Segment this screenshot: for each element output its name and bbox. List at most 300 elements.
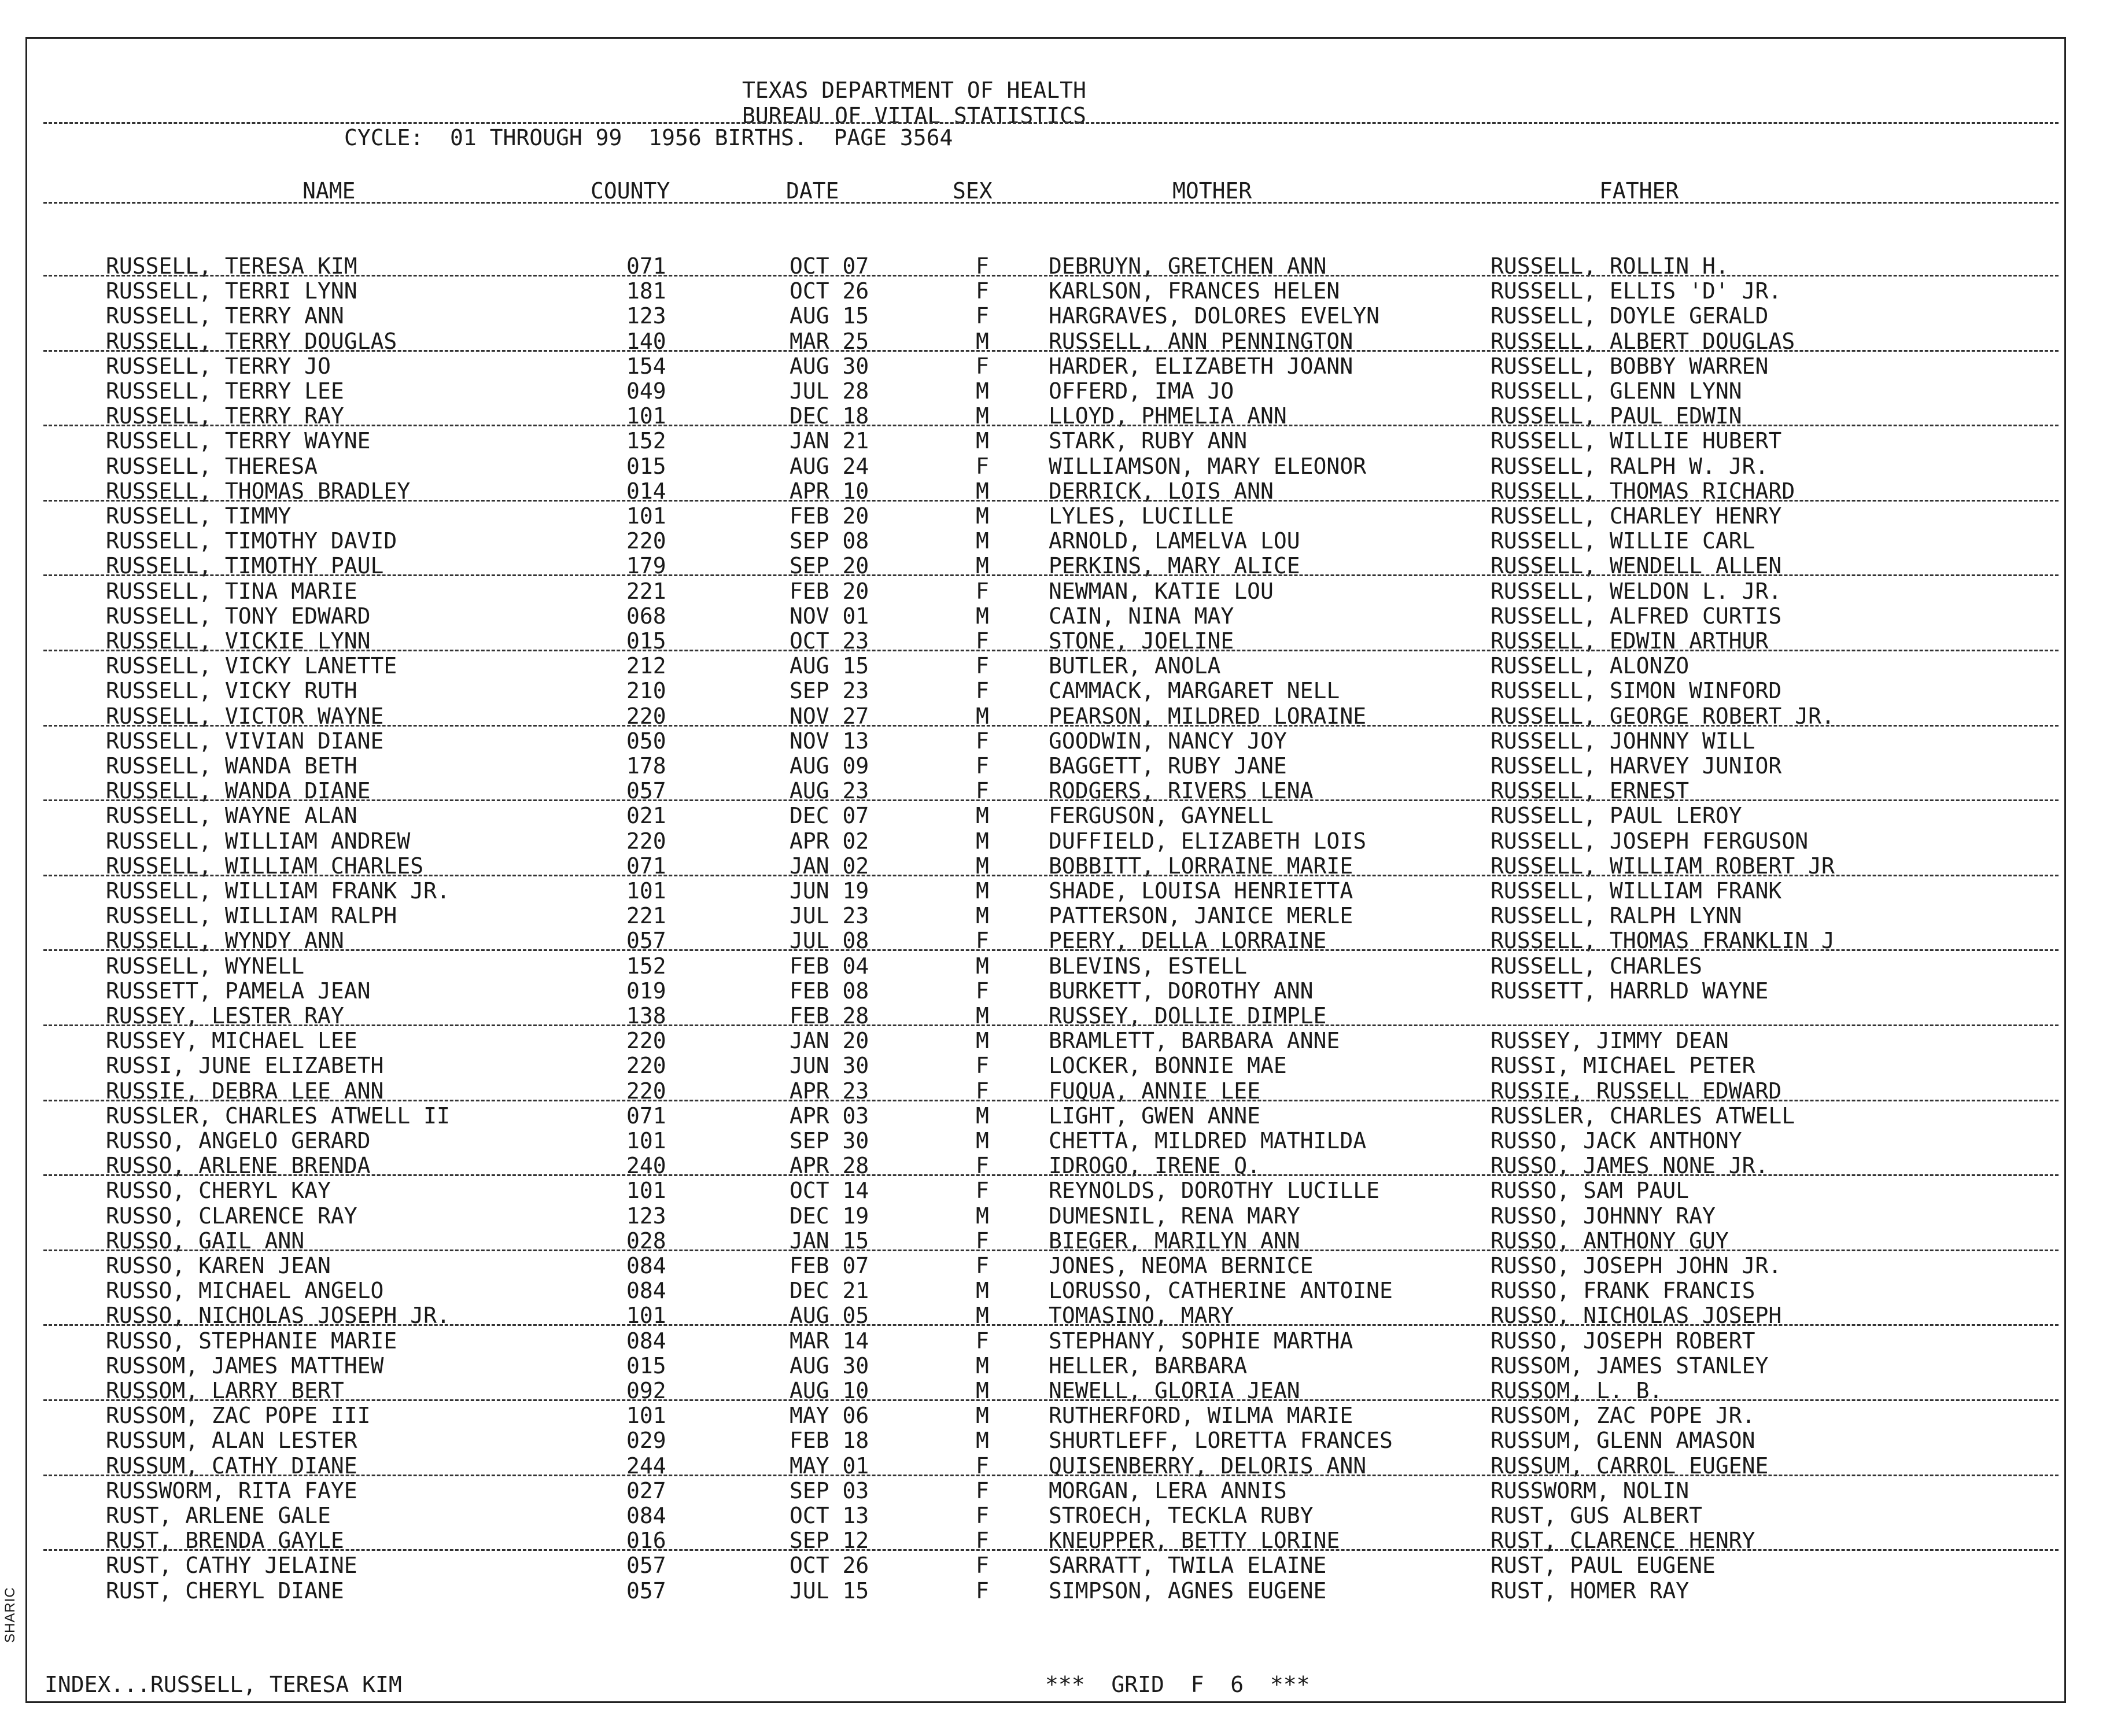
record-county: 016 xyxy=(626,1528,666,1554)
record-father: RUSSO, JACK ANTHONY xyxy=(1491,1128,1742,1153)
record-mother: BRAMLETT, BARBARA ANNE xyxy=(1049,1028,1340,1054)
record-county: 221 xyxy=(626,903,666,929)
column-header-sex: SEX xyxy=(953,178,993,204)
record-mother: KNEUPPER, BETTY LORINE xyxy=(1049,1528,1340,1554)
record-date: MAR 14 xyxy=(790,1328,869,1354)
record-county: 101 xyxy=(626,503,666,529)
record-mother: LORUSSO, CATHERINE ANTOINE xyxy=(1049,1278,1393,1304)
divider-line xyxy=(43,1100,2059,1101)
record-father: RUSSELL, RALPH LYNN xyxy=(1491,903,1742,929)
record-mother: BAGGETT, RUBY JANE xyxy=(1049,753,1287,779)
record-date: NOV 01 xyxy=(790,603,869,629)
record-name: RUSSLER, CHARLES ATWELL II xyxy=(106,1103,450,1129)
divider-line xyxy=(43,1399,2059,1401)
record-name: RUSSELL, THERESA xyxy=(106,453,318,479)
record-sex: M xyxy=(976,803,989,829)
record-father: RUSSO, NICHOLAS JOSEPH xyxy=(1491,1303,1782,1329)
column-header-father: FATHER xyxy=(1599,178,1679,204)
record-date: AUG 24 xyxy=(790,453,869,479)
record-date: OCT 26 xyxy=(790,278,869,304)
divider-line xyxy=(43,875,2059,876)
record-name: RUSSELL, TIMMY xyxy=(106,503,292,529)
record-county: 220 xyxy=(626,1028,666,1054)
record-date: SEP 30 xyxy=(790,1128,869,1153)
record-date: DEC 19 xyxy=(790,1203,869,1229)
record-sex: M xyxy=(976,828,989,854)
record-date: AUG 23 xyxy=(790,778,869,804)
record-row xyxy=(27,905,2064,930)
footer-index: INDEX...RUSSELL, TERESA KIM xyxy=(45,1672,402,1697)
record-mother: HELLER, BARBARA xyxy=(1049,1352,1248,1379)
record-sex: M xyxy=(976,1378,989,1403)
record-county: 084 xyxy=(626,1278,666,1304)
record-county: 181 xyxy=(626,278,666,304)
record-date: JAN 15 xyxy=(790,1228,869,1254)
record-row xyxy=(27,1180,2064,1204)
record-mother: RUTHERFORD, WILMA MARIE xyxy=(1049,1403,1353,1429)
record-date: FEB 04 xyxy=(790,953,869,979)
record-row xyxy=(27,280,2064,305)
column-header-name: NAME xyxy=(303,178,356,204)
record-mother: DUFFIELD, ELIZABETH LOIS xyxy=(1049,828,1367,854)
record-date: SEP 08 xyxy=(790,528,869,554)
record-date: OCT 23 xyxy=(790,628,869,654)
record-name: RUSSELL, TERRY RAY xyxy=(106,403,344,429)
record-sex: M xyxy=(976,603,989,629)
record-sex: F xyxy=(976,653,989,679)
record-row xyxy=(27,1477,2064,1505)
record-county: 210 xyxy=(626,678,666,704)
header-department: TEXAS DEPARTMENT OF HEALTH xyxy=(742,78,1086,103)
record-name: RUSSOM, LARRY BERT xyxy=(106,1378,344,1403)
record-sex: M xyxy=(976,853,989,879)
record-father: RUSSELL, JOSEPH FERGUSON xyxy=(1491,828,1809,854)
record-row xyxy=(27,980,2064,1005)
record-county: 221 xyxy=(626,578,666,604)
record-sex: M xyxy=(976,1128,989,1153)
record-mother: STEPHANY, SOPHIE MARTHA xyxy=(1049,1328,1353,1354)
record-father: RUSSO, JOSEPH JOHN JR. xyxy=(1491,1253,1782,1278)
record-date: JUL 08 xyxy=(790,928,869,954)
record-date: JUN 30 xyxy=(790,1053,869,1079)
record-father: RUSSELL, HARVEY JUNIOR xyxy=(1491,753,1782,779)
record-father: RUSSO, ANTHONY GUY xyxy=(1491,1228,1729,1254)
record-county: 084 xyxy=(626,1328,666,1354)
record-father: RUST, PAUL EUGENE xyxy=(1491,1553,1716,1579)
record-sex: F xyxy=(976,928,989,954)
record-father: RUSSETT, HARRLD WAYNE xyxy=(1491,978,1769,1004)
record-mother: BIEGER, MARILYN ANN xyxy=(1049,1228,1300,1254)
record-father: RUSSELL, ALONZO xyxy=(1491,653,1690,679)
record-row xyxy=(27,1105,2064,1130)
record-mother: REYNOLDS, DOROTHY LUCILLE xyxy=(1049,1178,1379,1204)
record-date: MAR 25 xyxy=(790,328,869,354)
record-sex: M xyxy=(976,478,989,504)
record-name: RUSSELL, WANDA DIANE xyxy=(106,778,371,804)
column-header-mother: MOTHER xyxy=(1172,178,1252,204)
record-name: RUSSOM, JAMES MATTHEW xyxy=(106,1352,384,1379)
record-county: 220 xyxy=(626,703,666,729)
record-father: RUSSELL, GLENN LYNN xyxy=(1491,378,1742,404)
record-date: FEB 28 xyxy=(790,1003,869,1029)
record-date: JAN 02 xyxy=(790,853,869,879)
record-sex: M xyxy=(976,878,989,904)
record-sex: F xyxy=(976,453,989,479)
record-mother: NEWMAN, KATIE LOU xyxy=(1049,578,1274,604)
record-date: FEB 08 xyxy=(790,978,869,1004)
record-county: 212 xyxy=(626,653,666,679)
record-county: 057 xyxy=(626,928,666,954)
record-sex: F xyxy=(976,1477,989,1503)
record-mother: LIGHT, GWEN ANNE xyxy=(1049,1103,1261,1129)
record-row xyxy=(27,730,2064,755)
record-sex: M xyxy=(976,903,989,929)
record-mother: WILLIAMSON, MARY ELEONOR xyxy=(1049,453,1367,479)
record-row xyxy=(27,655,2064,680)
record-father: RUSSI, MICHAEL PETER xyxy=(1491,1053,1755,1079)
record-sex: M xyxy=(976,1203,989,1229)
record-name: RUSSELL, TERRY JO xyxy=(106,353,331,379)
record-county: 220 xyxy=(626,1053,666,1079)
record-father: RUSSEY, JIMMY DEAN xyxy=(1491,1028,1729,1054)
record-mother: OFFERD, IMA JO xyxy=(1049,378,1234,404)
record-county: 101 xyxy=(626,1178,666,1204)
record-date: JAN 21 xyxy=(790,428,869,454)
side-mark: SHARIC xyxy=(2,1587,18,1643)
record-name: RUSSELL, TERRY LEE xyxy=(106,378,344,404)
record-name: RUSSELL, TONY EDWARD xyxy=(106,603,371,629)
record-name: RUSSO, ARLENE BRENDA xyxy=(106,1153,371,1179)
record-county: 057 xyxy=(626,1577,666,1604)
record-father: RUSSELL, PAUL EDWIN xyxy=(1491,403,1742,429)
record-county: 220 xyxy=(626,828,666,854)
record-county: 015 xyxy=(626,628,666,654)
record-mother: HARDER, ELIZABETH JOANN xyxy=(1049,353,1353,379)
record-row xyxy=(27,1429,2064,1454)
record-name: RUSSELL, WYNELL xyxy=(106,953,305,979)
record-father: RUSSELL, THOMAS RICHARD xyxy=(1491,478,1795,504)
record-name: RUSSO, GAIL ANN xyxy=(106,1228,305,1254)
record-name: RUSSELL, TERRI LYNN xyxy=(106,278,357,304)
record-county: 152 xyxy=(626,953,666,979)
record-mother: RUSSELL, ANN PENNINGTON xyxy=(1049,328,1353,354)
record-name: RUSSELL, WILLIAM CHARLES xyxy=(106,853,424,879)
record-county: 084 xyxy=(626,1253,666,1278)
record-sex: F xyxy=(976,278,989,304)
record-name: RUST, CATHY JELAINE xyxy=(106,1553,357,1579)
divider-line xyxy=(43,1250,2059,1251)
divider-line xyxy=(43,949,2059,951)
record-date: AUG 10 xyxy=(790,1378,869,1403)
record-name: RUSSELL, VICKY LANETTE xyxy=(106,653,397,679)
divider-line xyxy=(43,1174,2059,1176)
record-father: RUSSELL, WILLIE CARL xyxy=(1491,528,1755,554)
record-county: 101 xyxy=(626,878,666,904)
record-mother: PATTERSON, JANICE MERLE xyxy=(1049,903,1353,929)
record-row xyxy=(27,305,2064,330)
record-father: RUSSELL, JOHNNY WILL xyxy=(1491,728,1755,754)
record-mother: IDROGO, IRENE Q. xyxy=(1049,1153,1261,1179)
record-name: RUSSELL, WILLIAM RALPH xyxy=(106,903,397,929)
record-sex: M xyxy=(976,1028,989,1054)
record-county: 084 xyxy=(626,1503,666,1528)
record-date: DEC 21 xyxy=(790,1278,869,1304)
record-date: AUG 05 xyxy=(790,1303,869,1329)
record-county: 071 xyxy=(626,1103,666,1129)
record-county: 071 xyxy=(626,853,666,879)
divider-line xyxy=(43,1324,2059,1326)
record-date: OCT 07 xyxy=(790,253,869,279)
header-cycle: CYCLE: 01 THROUGH 99 1956 BIRTHS. PAGE 3564 xyxy=(344,125,953,150)
record-mother: STONE, JOELINE xyxy=(1049,628,1234,654)
record-sex: F xyxy=(976,1453,989,1479)
record-date: FEB 20 xyxy=(790,578,869,604)
record-father: RUSSUM, GLENN AMASON xyxy=(1491,1428,1755,1454)
record-county: 101 xyxy=(626,1403,666,1429)
record-father: RUSSELL, WILLIAM FRANK xyxy=(1491,878,1782,904)
record-date: AUG 30 xyxy=(790,1352,869,1379)
record-mother: CHETTA, MILDRED MATHILDA xyxy=(1049,1128,1367,1153)
record-row xyxy=(27,605,2064,630)
column-header-date: DATE xyxy=(786,178,839,204)
record-sex: M xyxy=(976,528,989,554)
record-sex: M xyxy=(976,1352,989,1379)
record-row xyxy=(27,1330,2064,1355)
record-father: RUSSOM, JAMES STANLEY xyxy=(1491,1352,1769,1379)
record-date: APR 02 xyxy=(790,828,869,854)
record-sex: F xyxy=(976,1153,989,1179)
record-mother: DEBRUYN, GRETCHEN ANN xyxy=(1049,253,1327,279)
record-mother: STROECH, TECKLA RUBY xyxy=(1049,1503,1314,1528)
record-date: DEC 07 xyxy=(790,803,869,829)
record-date: FEB 18 xyxy=(790,1428,869,1454)
record-name: RUSSETT, PAMELA JEAN xyxy=(106,978,371,1004)
record-county: 244 xyxy=(626,1453,666,1479)
record-date: APR 23 xyxy=(790,1078,869,1104)
record-mother: JONES, NEOMA BERNICE xyxy=(1049,1253,1314,1278)
record-mother: SIMPSON, AGNES EUGENE xyxy=(1049,1577,1327,1604)
record-date: OCT 26 xyxy=(790,1553,869,1579)
record-row xyxy=(27,1205,2064,1230)
record-date: AUG 15 xyxy=(790,303,869,329)
record-father: RUSSELL, CHARLEY HENRY xyxy=(1491,503,1782,529)
record-sex: F xyxy=(976,578,989,604)
record-name: RUSSELL, VIVIAN DIANE xyxy=(106,728,384,754)
record-mother: CAIN, NINA MAY xyxy=(1049,603,1234,629)
record-county: 152 xyxy=(626,428,666,454)
record-sex: F xyxy=(976,1577,989,1604)
record-row xyxy=(27,355,2064,380)
record-date: MAY 06 xyxy=(790,1403,869,1429)
record-row xyxy=(27,1505,2064,1529)
record-date: SEP 23 xyxy=(790,678,869,704)
record-county: 049 xyxy=(626,378,666,404)
record-name: RUSSO, MICHAEL ANGELO xyxy=(106,1278,384,1304)
record-mother: HARGRAVES, DOLORES EVELYN xyxy=(1049,303,1379,329)
record-row xyxy=(27,755,2064,780)
record-date: MAY 01 xyxy=(790,1453,869,1479)
record-row xyxy=(27,1554,2064,1579)
record-name: RUSSELL, TERRY ANN xyxy=(106,303,344,329)
record-sex: F xyxy=(976,1078,989,1104)
record-date: FEB 20 xyxy=(790,503,869,529)
record-name: RUSSELL, TERESA KIM xyxy=(106,253,357,279)
record-sex: M xyxy=(976,328,989,354)
header-bureau: BUREAU OF VITAL STATISTICS xyxy=(742,103,1086,128)
record-father: RUSSELL, DOYLE GERALD xyxy=(1491,303,1769,329)
record-father: RUSSELL, GEORGE ROBERT JR. xyxy=(1491,703,1835,729)
record-sex: F xyxy=(976,253,989,279)
record-sex: F xyxy=(976,978,989,1004)
record-father: RUSSWORM, NOLIN xyxy=(1491,1477,1690,1503)
record-father: RUSSELL, ALBERT DOUGLAS xyxy=(1491,328,1795,354)
record-mother: GOODWIN, NANCY JOY xyxy=(1049,728,1287,754)
record-name: RUSSELL, WAYNE ALAN xyxy=(106,803,357,829)
record-row xyxy=(27,1405,2064,1429)
record-date: SEP 03 xyxy=(790,1477,869,1503)
record-sex: F xyxy=(976,1178,989,1204)
record-mother: DERRICK, LOIS ANN xyxy=(1049,478,1274,504)
record-date: AUG 09 xyxy=(790,753,869,779)
record-sex: F xyxy=(976,778,989,804)
record-sex: M xyxy=(976,428,989,454)
record-mother: SHURTLEFF, LORETTA FRANCES xyxy=(1049,1428,1393,1454)
record-father: RUSSO, JOHNNY RAY xyxy=(1491,1203,1716,1229)
record-date: SEP 12 xyxy=(790,1528,869,1554)
record-row xyxy=(27,530,2064,555)
record-father: RUSSO, JOSEPH ROBERT xyxy=(1491,1328,1755,1354)
record-date: JUL 28 xyxy=(790,378,869,404)
record-date: NOV 27 xyxy=(790,703,869,729)
record-mother: STARK, RUBY ANN xyxy=(1049,428,1248,454)
record-mother: CAMMACK, MARGARET NELL xyxy=(1049,678,1340,704)
record-county: 068 xyxy=(626,603,666,629)
record-mother: QUISENBERRY, DELORIS ANN xyxy=(1049,1453,1367,1479)
record-sex: M xyxy=(976,1428,989,1454)
record-county: 220 xyxy=(626,528,666,554)
record-father: RUSSELL, ERNEST xyxy=(1491,778,1690,804)
record-row xyxy=(27,955,2064,980)
record-county: 240 xyxy=(626,1153,666,1179)
record-sex: F xyxy=(976,1553,989,1579)
record-father: RUSSELL, ELLIS 'D' JR. xyxy=(1491,278,1782,304)
record-sex: M xyxy=(976,1003,989,1029)
record-row xyxy=(27,830,2064,855)
record-sex: M xyxy=(976,703,989,729)
record-county: 101 xyxy=(626,1128,666,1153)
record-sex: M xyxy=(976,1403,989,1429)
record-date: APR 03 xyxy=(790,1103,869,1129)
record-mother: PEARSON, MILDRED LORAINE xyxy=(1049,703,1367,729)
record-sex: F xyxy=(976,353,989,379)
record-county: 123 xyxy=(626,1203,666,1229)
record-date: AUG 15 xyxy=(790,653,869,679)
record-name: RUSSO, KAREN JEAN xyxy=(106,1253,331,1278)
record-mother: RODGERS, RIVERS LENA xyxy=(1049,778,1314,804)
record-name: RUSSELL, TIMOTHY DAVID xyxy=(106,528,397,554)
divider-line xyxy=(43,122,2059,124)
record-mother: LLOYD, PHMELIA ANN xyxy=(1049,403,1287,429)
record-row xyxy=(27,1055,2064,1079)
record-father: RUSSIE, RUSSELL EDWARD xyxy=(1491,1078,1782,1104)
record-sex: F xyxy=(976,753,989,779)
record-date: APR 10 xyxy=(790,478,869,504)
record-name: RUSSELL, THOMAS BRADLEY xyxy=(106,478,411,504)
record-county: 178 xyxy=(626,753,666,779)
record-county: 021 xyxy=(626,803,666,829)
record-father: RUSSELL, RALPH W. JR. xyxy=(1491,453,1769,479)
record-father: RUSSLER, CHARLES ATWELL xyxy=(1491,1103,1795,1129)
record-sex: F xyxy=(976,1503,989,1528)
record-date: SEP 20 xyxy=(790,553,869,579)
record-county: 014 xyxy=(626,478,666,504)
record-mother: LOCKER, BONNIE MAE xyxy=(1049,1053,1287,1079)
record-name: RUSSELL, TERRY DOUGLAS xyxy=(106,328,397,354)
record-name: RUST, ARLENE GALE xyxy=(106,1503,331,1528)
record-row xyxy=(27,1577,2064,1605)
record-sex: F xyxy=(976,1528,989,1554)
record-sex: M xyxy=(976,403,989,429)
record-county: 028 xyxy=(626,1228,666,1254)
record-row xyxy=(27,1030,2064,1055)
record-mother: SHADE, LOUISA HENRIETTA xyxy=(1049,878,1353,904)
record-father: RUSSOM, L. B. xyxy=(1491,1378,1663,1403)
record-row xyxy=(27,505,2064,530)
record-name: RUSSELL, VICTOR WAYNE xyxy=(106,703,384,729)
record-name: RUSSIE, DEBRA LEE ANN xyxy=(106,1078,384,1104)
record-county: 019 xyxy=(626,978,666,1004)
record-sex: M xyxy=(976,378,989,404)
record-sex: F xyxy=(976,1253,989,1278)
record-date: OCT 13 xyxy=(790,1503,869,1528)
record-county: 015 xyxy=(626,453,666,479)
record-date: FEB 07 xyxy=(790,1253,869,1278)
record-row xyxy=(27,1130,2064,1155)
record-county: 140 xyxy=(626,328,666,354)
record-name: RUSSOM, ZAC POPE III xyxy=(106,1403,371,1429)
record-date: JUN 19 xyxy=(790,878,869,904)
record-county: 179 xyxy=(626,553,666,579)
record-sex: M xyxy=(976,503,989,529)
record-father: RUSSELL, EDWIN ARTHUR xyxy=(1491,628,1769,654)
record-mother: KARLSON, FRANCES HELEN xyxy=(1049,278,1340,304)
record-county: 138 xyxy=(626,1003,666,1029)
record-row xyxy=(27,1255,2064,1280)
record-mother: BLEVINS, ESTELL xyxy=(1049,953,1248,979)
document-page xyxy=(25,37,2066,1703)
record-date: JUL 15 xyxy=(790,1577,869,1604)
record-row xyxy=(27,805,2064,830)
record-sex: F xyxy=(976,1053,989,1079)
record-row xyxy=(27,380,2064,405)
record-county: 057 xyxy=(626,1553,666,1579)
record-sex: M xyxy=(976,1303,989,1329)
record-name: RUSSELL, TIMOTHY PAUL xyxy=(106,553,384,579)
record-name: RUSSELL, WANDA BETH xyxy=(106,753,357,779)
divider-line xyxy=(43,725,2059,727)
record-sex: F xyxy=(976,728,989,754)
record-date: OCT 14 xyxy=(790,1178,869,1204)
record-date: AUG 30 xyxy=(790,353,869,379)
record-name: RUSSO, CLARENCE RAY xyxy=(106,1203,357,1229)
divider-line xyxy=(43,799,2059,801)
record-county: 015 xyxy=(626,1352,666,1379)
record-mother: FUQUA, ANNIE LEE xyxy=(1049,1078,1261,1104)
record-sex: F xyxy=(976,628,989,654)
record-name: RUSSELL, TINA MARIE xyxy=(106,578,357,604)
footer-grid: *** GRID F 6 *** xyxy=(1045,1672,1310,1697)
record-row xyxy=(27,430,2064,455)
